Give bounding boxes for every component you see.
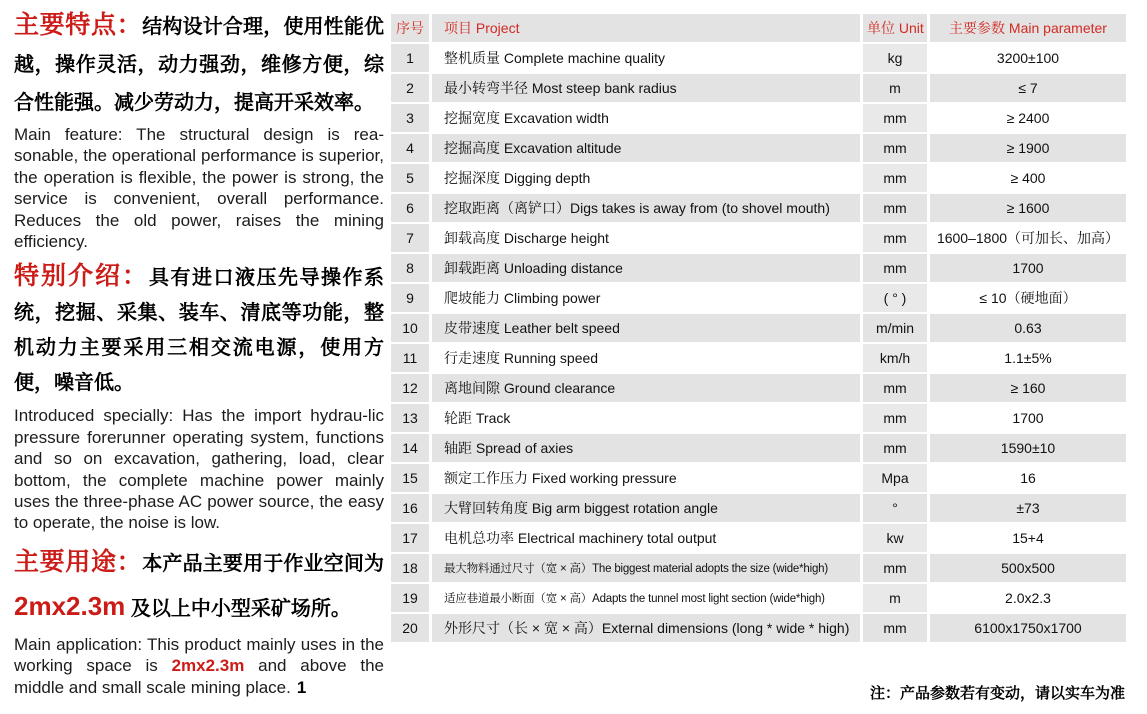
parameter-cell: 1590±10 [930, 434, 1126, 462]
table-row [391, 164, 1126, 192]
parameter-cell: 16 [930, 464, 1126, 492]
parameter-cell: 1700 [930, 404, 1126, 432]
row-number-cell: 9 [391, 284, 429, 312]
row-number-cell: 19 [391, 584, 429, 612]
project-cell: 挖掘深度 Digging depth [432, 164, 860, 192]
project-cell: 最小转弯半径 Most steep bank radius [432, 74, 860, 102]
row-number-cell: 14 [391, 434, 429, 462]
table-row [391, 584, 1126, 612]
parameter-cell: ≥ 160 [930, 374, 1126, 402]
project-cell: 整机质量 Complete machine quality [432, 44, 860, 72]
parameter-cell: 500x500 [930, 554, 1126, 582]
project-cell: 挖掘宽度 Excavation width [432, 104, 860, 132]
unit-cell: mm [863, 164, 927, 192]
row-number-cell: 6 [391, 194, 429, 222]
parameter-cell: 1600–1800（可加长、加高） [930, 224, 1126, 252]
row-number-cell: 11 [391, 344, 429, 372]
row-number-cell: 20 [391, 614, 429, 642]
unit-cell: mm [863, 194, 927, 222]
row-number-cell: 12 [391, 374, 429, 402]
parameter-cell: 0.63 [930, 314, 1126, 342]
unit-cell: ° [863, 494, 927, 522]
table-row [391, 554, 1126, 582]
unit-cell: m [863, 74, 927, 102]
unit-cell: km/h [863, 344, 927, 372]
table-row [391, 104, 1126, 132]
unit-cell: mm [863, 104, 927, 132]
row-number-cell: 7 [391, 224, 429, 252]
project-cell: 轴距 Spread of axies [432, 434, 860, 462]
parameter-cell: ≤ 7 [930, 74, 1126, 102]
page-number: 1 [296, 677, 307, 697]
table-row [391, 74, 1126, 102]
column-header-parameter: 主要参数 Main parameter [930, 14, 1126, 42]
parameter-cell: ≥ 1900 [930, 134, 1126, 162]
row-number-cell: 1 [391, 44, 429, 72]
project-cell: 挖取距离（离铲口）Digs takes is away from (to shovel mouth) [432, 194, 860, 222]
parameter-cell: 1.1±5% [930, 344, 1126, 372]
special-intro-text-zh: 具有进口液压先导操作系统，挖掘、采集、装车、清底等功能，整机动力主要采用三相交流电源，使用方便，噪音低。 [14, 267, 384, 395]
row-number-cell: 17 [391, 524, 429, 552]
project-cell: 大臂回转角度 Big arm biggest rotation angle [432, 494, 860, 522]
row-number-cell: 18 [391, 554, 429, 582]
main-application-heading: 主要用途： [14, 547, 143, 576]
spec-table-header [391, 14, 1126, 42]
row-number-cell: 15 [391, 464, 429, 492]
unit-cell: m/min [863, 314, 927, 342]
project-cell: 卸载高度 Discharge height [432, 224, 860, 252]
row-number-cell: 16 [391, 494, 429, 522]
project-cell: 额定工作压力 Fixed working pressure [432, 464, 860, 492]
table-row [391, 254, 1126, 282]
main-feature-paragraph-zh [14, 6, 384, 122]
table-row [391, 374, 1126, 402]
project-cell: 离地间隙 Ground clearance [432, 374, 860, 402]
spec-table-container [388, 12, 1128, 644]
working-space-dimension-zh: 2mx2.3m [14, 590, 126, 621]
table-row [391, 224, 1126, 252]
column-header-unit: 单位 Unit [863, 14, 927, 42]
project-cell: 适应巷道最小断面（宽 × 高）Adapts the tunnel most light section (wide*high) [432, 584, 860, 612]
project-cell: 最大物料通过尺寸（宽 × 高）The biggest material adopts the size (wide*high) [432, 554, 860, 582]
table-row [391, 284, 1126, 312]
main-application-text-zh-post: 及以上中小型采矿场所。 [125, 597, 351, 620]
main-application-paragraph-en [14, 634, 384, 698]
project-cell: 外形尺寸（长 × 宽 × 高）External dimensions (long * wide * high) [432, 614, 860, 642]
spec-table-body [391, 44, 1126, 642]
project-cell: 行走速度 Running speed [432, 344, 860, 372]
column-header-number: 序号 [391, 14, 429, 42]
row-number-cell: 4 [391, 134, 429, 162]
parameter-cell: 2.0x2.3 [930, 584, 1126, 612]
table-row [391, 194, 1126, 222]
project-cell: 挖掘高度 Excavation altitude [432, 134, 860, 162]
parameter-cell: ≥ 400 [930, 164, 1126, 192]
row-number-cell: 2 [391, 74, 429, 102]
unit-cell: m [863, 584, 927, 612]
unit-cell: mm [863, 254, 927, 282]
working-space-dimension-en: 2mx2.3m [171, 656, 245, 676]
parameter-disclaimer-note: 注：产品参数若有变动，请以实车为准 [869, 685, 1125, 702]
column-header-project: 项目 Project [432, 14, 860, 42]
main-application-text-zh-pre: 本产品主要用于作业空间为 [142, 552, 384, 575]
unit-cell: mm [863, 404, 927, 432]
main-feature-text-zh: 结构设计合理，使用性能优越，操作灵活，动力强劲，维修方便，综合性能强。减少劳动力，提高开采效率。 [14, 16, 384, 114]
unit-cell: ( ° ) [863, 284, 927, 312]
unit-cell: mm [863, 554, 927, 582]
main-feature-heading: 主要特点： [14, 11, 143, 39]
table-row [391, 464, 1126, 492]
table-row [391, 494, 1126, 522]
special-intro-paragraph-en: Introduced specially: Has the import hydrau-lic pressure forerunner operating system, functions and so on excavation, gathering, load, clear bottom, the complete machine power mainly uses the three-phase AC power source, the easy to operate, the noise is low. [14, 406, 384, 533]
unit-cell: mm [863, 614, 927, 642]
main-feature-paragraph-en: Main feature: The structural design is rea-sonable, the operational performance is superior, the operation is flexible, the power is strong, the service is convenient, overall performance. Reduces the old power, raises the mining efficiency. [14, 125, 384, 252]
table-row [391, 134, 1126, 162]
main-application-text-en-post: and above the middle and small scale mining place. [14, 656, 384, 697]
unit-cell: kg [863, 44, 927, 72]
unit-cell: mm [863, 134, 927, 162]
row-number-cell: 8 [391, 254, 429, 282]
spec-table [388, 12, 1129, 644]
parameter-cell: ≥ 2400 [930, 104, 1126, 132]
table-row [391, 314, 1126, 342]
parameter-cell: ≤ 10（硬地面） [930, 284, 1126, 312]
parameter-cell: 15+4 [930, 524, 1126, 552]
table-row [391, 524, 1126, 552]
table-row [391, 344, 1126, 372]
special-intro-heading: 特别介绍： [14, 262, 149, 291]
main-application-paragraph-zh [14, 541, 384, 630]
unit-cell: Mpa [863, 464, 927, 492]
table-row [391, 44, 1126, 72]
table-row [391, 434, 1126, 462]
project-cell: 轮距 Track [432, 404, 860, 432]
row-number-cell: 5 [391, 164, 429, 192]
description-panel [14, 6, 384, 705]
table-row [391, 404, 1126, 432]
unit-cell: mm [863, 374, 927, 402]
project-cell: 卸载距离 Unloading distance [432, 254, 860, 282]
table-row [391, 614, 1126, 642]
main-application-text-en-pre: Main application: This product mainly uses in the working space is [14, 634, 384, 676]
project-cell: 电机总功率 Electrical machinery total output [432, 524, 860, 552]
parameter-cell: ≥ 1600 [930, 194, 1126, 222]
project-cell: 皮带速度 Leather belt speed [432, 314, 860, 342]
unit-cell: mm [863, 434, 927, 462]
header-row [391, 14, 1126, 42]
parameter-cell: 3200±100 [930, 44, 1126, 72]
parameter-cell: ±73 [930, 494, 1126, 522]
row-number-cell: 3 [391, 104, 429, 132]
unit-cell: mm [863, 224, 927, 252]
parameter-cell: 6100x1750x1700 [930, 614, 1126, 642]
special-intro-paragraph-zh [14, 259, 384, 401]
project-cell: 爬坡能力 Climbing power [432, 284, 860, 312]
row-number-cell: 10 [391, 314, 429, 342]
unit-cell: kw [863, 524, 927, 552]
parameter-cell: 1700 [930, 254, 1126, 282]
row-number-cell: 13 [391, 404, 429, 432]
